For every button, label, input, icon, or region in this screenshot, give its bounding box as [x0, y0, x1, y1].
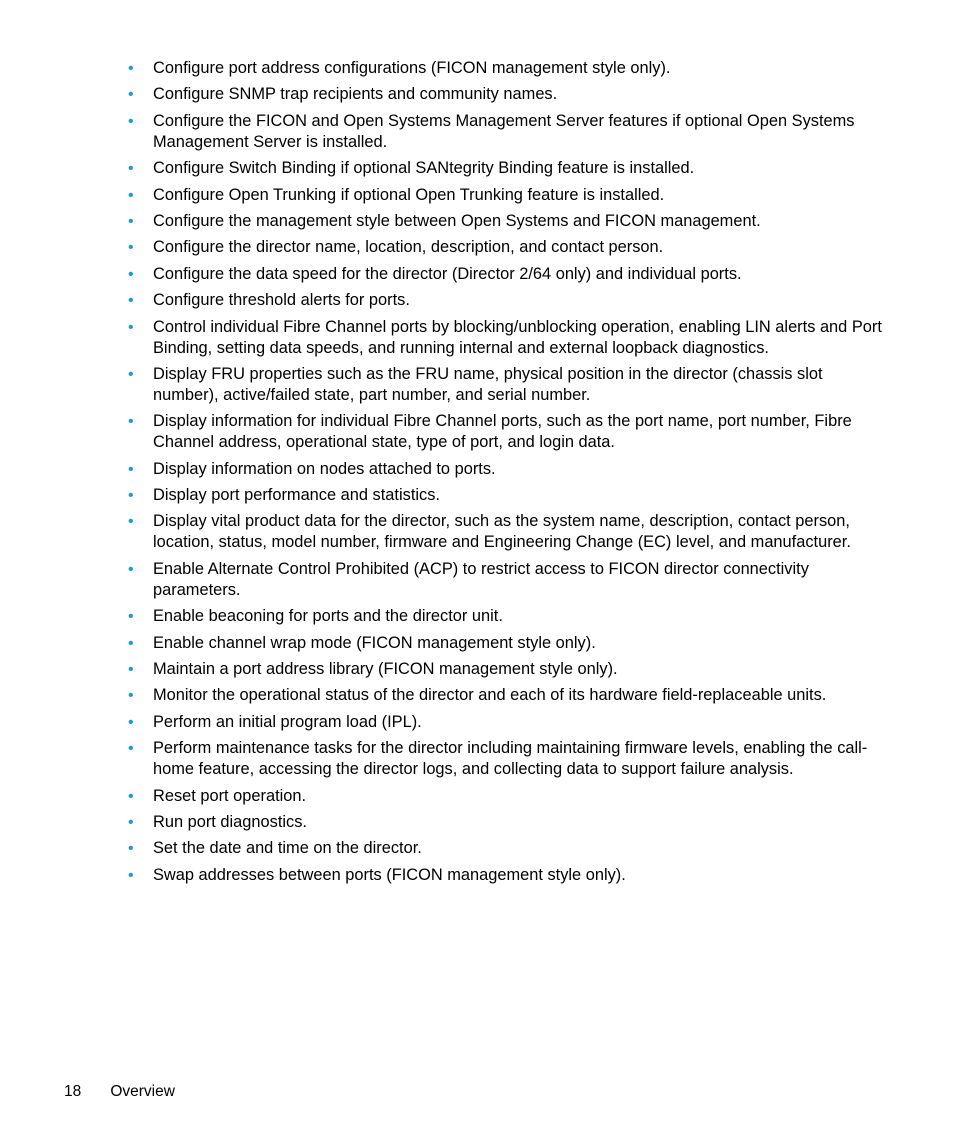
list-item-text: Configure the management style between Open Systems and FICON management.: [153, 211, 761, 230]
bullet-icon: •: [128, 866, 134, 884]
bullet-icon: •: [128, 365, 134, 383]
list-item: [128, 712, 888, 733]
list-item-text: Configure port address configurations (FICON management style only).: [153, 59, 671, 77]
bullet-icon: •: [128, 487, 134, 505]
list-item-text: Control individual Fibre Channel ports by blocking/unblocking operation, enabling LIN alerts and Port Binding, setting data speeds, and running internal and external loopback diagnostics.: [153, 317, 882, 357]
bullet-icon: •: [128, 212, 134, 230]
list-item-text: Configure SNMP trap recipients and community names.: [153, 85, 558, 104]
bullet-icon: •: [128, 186, 134, 204]
list-item-text: Display FRU properties such as the FRU name, physical position in the director (chassis slot number), active/failed state, part number, and serial number.: [153, 364, 823, 404]
bullet-icon: •: [128, 661, 134, 679]
list-item-text: Perform maintenance tasks for the director including maintaining firmware levels, enabling the call-home feature, accessing the director logs, and collecting data to support failure analysis.: [153, 739, 868, 779]
bullet-icon: •: [128, 318, 134, 336]
bullet-icon: •: [128, 160, 134, 178]
page-footer: [64, 1082, 175, 1102]
list-item: [128, 685, 888, 706]
list-item: [128, 58, 888, 79]
list-item-text: Monitor the operational status of the director and each of its hardware field-replaceable units.: [153, 686, 827, 705]
list-item-text: Display information on nodes attached to ports.: [153, 459, 496, 478]
bullet-icon: •: [128, 740, 134, 758]
bullet-icon: •: [128, 265, 134, 283]
list-item: [128, 786, 888, 807]
list-item: [128, 185, 888, 206]
list-item-text: Run port diagnostics.: [153, 812, 307, 831]
list-item: [128, 633, 888, 654]
bullet-icon: •: [128, 86, 134, 104]
bullet-icon: •: [128, 560, 134, 578]
list-item: [128, 812, 888, 833]
bullet-icon: •: [128, 60, 134, 77]
list-item: [128, 511, 888, 553]
list-item-text: Reset port operation.: [153, 786, 307, 805]
list-item: [128, 865, 888, 886]
list-item: [128, 559, 888, 601]
bullet-icon: •: [128, 687, 134, 705]
bullet-icon: •: [128, 608, 134, 626]
bullet-icon: •: [128, 813, 134, 831]
list-item-text: Enable Alternate Control Prohibited (ACP) to restrict access to FICON director connectivity parameters.: [153, 559, 809, 599]
list-item-text: Display vital product data for the director, such as the system name, description, contact person, location, status, model number, firmware and Engineering Change (EC) level, and manufacturer.: [153, 512, 851, 552]
list-item: [128, 317, 888, 359]
bullet-icon: •: [128, 460, 134, 478]
bullet-icon: •: [128, 787, 134, 805]
list-item-text: Swap addresses between ports (FICON management style only).: [153, 865, 626, 884]
list-item: [128, 264, 888, 285]
bullet-icon: •: [128, 840, 134, 858]
list-item-text: Maintain a port address library (FICON management style only).: [153, 660, 618, 679]
list-item: [128, 459, 888, 480]
list-item: [128, 237, 888, 258]
list-item-text: Configure Open Trunking if optional Open Trunking feature is installed.: [153, 185, 665, 204]
bullet-icon: •: [128, 239, 134, 257]
list-item: [128, 411, 888, 453]
list-item: [128, 838, 888, 859]
list-item: [128, 659, 888, 680]
list-item: [128, 485, 888, 506]
list-item-text: Configure the director name, location, description, and contact person.: [153, 238, 664, 257]
list-item-text: Display port performance and statistics.: [153, 486, 440, 505]
list-item-text: Set the date and time on the director.: [153, 839, 422, 858]
bullet-icon: •: [128, 413, 134, 431]
list-item: [128, 158, 888, 179]
bullet-icon: •: [128, 513, 134, 531]
list-item: [128, 290, 888, 311]
list-item-text: Display information for individual Fibre Channel ports, such as the port name, port number, Fibre Channel address, operational state, type of port, and login data.: [153, 412, 852, 452]
list-item-text: Configure the FICON and Open Systems Management Server features if optional Open Systems Management Server is installed.: [153, 111, 855, 151]
list-item: [128, 84, 888, 105]
bullet-icon: •: [128, 292, 134, 310]
list-item-text: Configure the data speed for the director (Director 2/64 only) and individual ports.: [153, 264, 742, 283]
section-name: Overview: [110, 1083, 175, 1100]
list-item: [128, 606, 888, 627]
list-item-text: Enable channel wrap mode (FICON management style only).: [153, 633, 596, 652]
page-content: [128, 58, 888, 891]
page-number: 18: [64, 1083, 82, 1100]
list-item: [128, 364, 888, 406]
bullet-icon: •: [128, 713, 134, 731]
bullet-icon: •: [128, 112, 134, 130]
list-item-text: Perform an initial program load (IPL).: [153, 712, 422, 731]
bullet-icon: •: [128, 634, 134, 652]
list-item-text: Configure Switch Binding if optional SANtegrity Binding feature is installed.: [153, 159, 695, 178]
list-item: [128, 738, 888, 780]
feature-list: [128, 58, 888, 886]
list-item: [128, 111, 888, 153]
list-item: [128, 211, 888, 232]
list-item-text: Enable beaconing for ports and the director unit.: [153, 607, 503, 626]
list-item-text: Configure threshold alerts for ports.: [153, 291, 410, 310]
